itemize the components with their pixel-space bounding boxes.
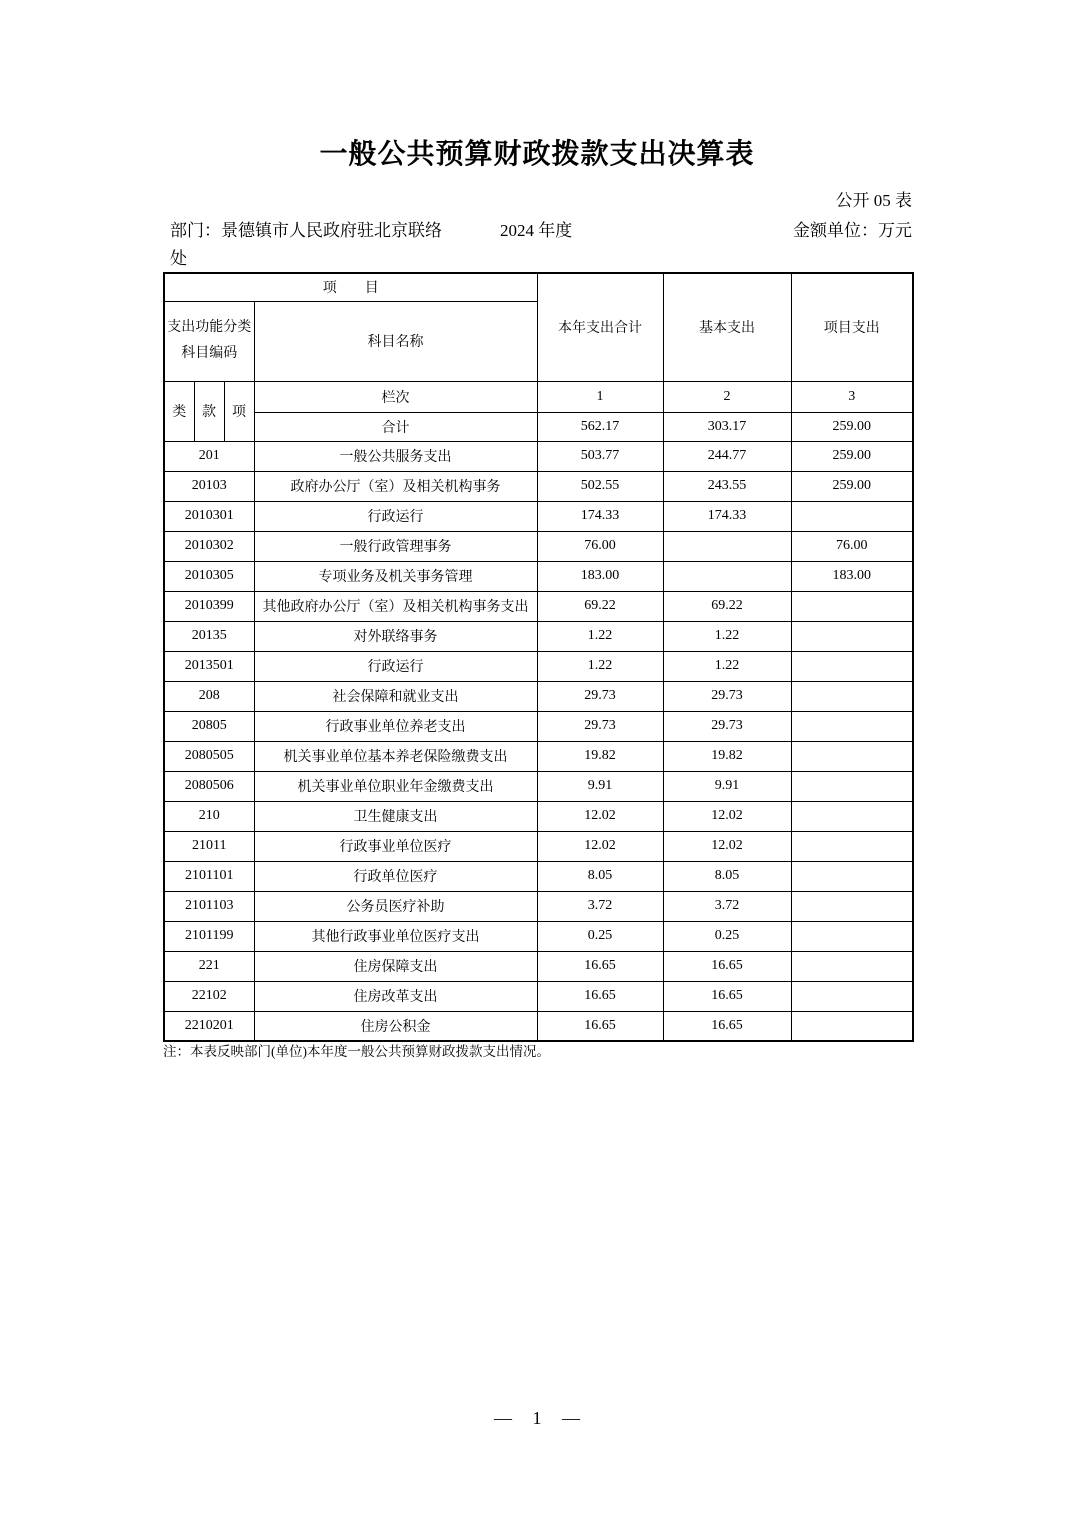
basic-expense-cell: 8.05 [663, 861, 791, 891]
year-total-cell: 76.00 [537, 531, 663, 561]
subject-name-cell: 卫生健康支出 [254, 801, 537, 831]
amount-unit-label: 金额单位：万元 [793, 221, 912, 240]
project-expense-cell [791, 591, 913, 621]
code-cell: 20103 [164, 471, 254, 501]
year-total-cell: 16.65 [537, 981, 663, 1011]
basic-expense-cell: 29.73 [663, 711, 791, 741]
table-row [164, 951, 913, 981]
subject-name-cell: 一般行政管理事务 [254, 531, 537, 561]
project-expense-cell [791, 741, 913, 771]
year-total-cell: 3.72 [537, 891, 663, 921]
header-basic-cell: 基本支出 [663, 273, 791, 381]
func-code-line1: 支出功能分类 [167, 320, 252, 335]
total-row-label: 合计 [254, 412, 537, 441]
subject-name-cell: 其他政府办公厅（室）及相关机构事务支出 [254, 591, 537, 621]
year-total-cell: 502.55 [537, 471, 663, 501]
subject-name-cell: 行政事业单位养老支出 [254, 711, 537, 741]
func-code-line2: 科目编码 [181, 346, 238, 361]
project-expense-cell: 183.00 [791, 561, 913, 591]
table-row [164, 501, 913, 531]
subject-name-cell: 机关事业单位基本养老保险缴费支出 [254, 741, 537, 771]
year-total-cell: 16.65 [537, 951, 663, 981]
basic-expense-cell: 0.25 [663, 921, 791, 951]
table-row [164, 681, 913, 711]
project-expense-cell [791, 501, 913, 531]
lanci-cell: 栏次 [254, 381, 537, 412]
basic-expense-cell [663, 561, 791, 591]
year-total-cell: 503.77 [537, 441, 663, 471]
code-cell: 2101101 [164, 861, 254, 891]
year-total-cell: 8.05 [537, 861, 663, 891]
code-cell: 20135 [164, 621, 254, 651]
year-total-cell: 183.00 [537, 561, 663, 591]
table-row [164, 1011, 913, 1041]
table-row [164, 921, 913, 951]
project-expense-cell: 259.00 [791, 441, 913, 471]
table-row [164, 471, 913, 501]
basic-expense-cell: 1.22 [663, 621, 791, 651]
subject-name-cell: 其他行政事业单位医疗支出 [254, 921, 537, 951]
project-expense-cell [791, 891, 913, 921]
table-row [164, 891, 913, 921]
basic-expense-cell: 244.77 [663, 441, 791, 471]
subject-name-cell: 行政事业单位医疗 [254, 831, 537, 861]
table-row [164, 621, 913, 651]
code-cell: 2010399 [164, 591, 254, 621]
year-total-cell: 12.02 [537, 801, 663, 831]
code-cell: 2210201 [164, 1011, 254, 1041]
subject-name-cell: 行政运行 [254, 651, 537, 681]
code-cell: 20805 [164, 711, 254, 741]
code-cell: 21011 [164, 831, 254, 861]
total-year-total-cell: 562.17 [537, 412, 663, 441]
basic-expense-cell: 16.65 [663, 981, 791, 1011]
total-basic-cell: 303.17 [663, 412, 791, 441]
basic-expense-cell: 1.22 [663, 651, 791, 681]
table-row [164, 561, 913, 591]
header-subject-name-cell: 科目名称 [254, 301, 537, 381]
year-total-cell: 1.22 [537, 651, 663, 681]
year-total-cell: 16.65 [537, 1011, 663, 1041]
header-year-total-cell: 本年支出合计 [537, 273, 663, 381]
code-cell: 201 [164, 441, 254, 471]
table-row [164, 831, 913, 861]
basic-expense-cell [663, 531, 791, 561]
year-total-cell: 12.02 [537, 831, 663, 861]
project-expense-cell [791, 681, 913, 711]
col-number-2: 2 [663, 381, 791, 412]
subject-name-cell: 行政单位医疗 [254, 861, 537, 891]
basic-expense-cell: 12.02 [663, 801, 791, 831]
project-expense-cell [791, 861, 913, 891]
table-row [164, 651, 913, 681]
basic-expense-cell: 16.65 [663, 1011, 791, 1041]
subheader-section-cell: 款 [194, 381, 224, 441]
code-cell: 2101103 [164, 891, 254, 921]
code-cell: 2080506 [164, 771, 254, 801]
subject-name-cell: 行政运行 [254, 501, 537, 531]
basic-expense-cell: 9.91 [663, 771, 791, 801]
code-cell: 2013501 [164, 651, 254, 681]
table-row [164, 981, 913, 1011]
col-number-3: 3 [791, 381, 913, 412]
project-expense-cell [791, 651, 913, 681]
subject-name-cell: 住房改革支出 [254, 981, 537, 1011]
header-project-expense-cell: 项目支出 [791, 273, 913, 381]
department-field [170, 217, 442, 273]
project-expense-cell [791, 921, 913, 951]
fiscal-year-label: 2024 年度 [500, 221, 573, 240]
table-row [164, 591, 913, 621]
year-total-cell: 0.25 [537, 921, 663, 951]
basic-expense-cell: 3.72 [663, 891, 791, 921]
project-expense-cell: 259.00 [791, 471, 913, 501]
table-row [164, 741, 913, 771]
table-row [164, 441, 913, 471]
doc-code-label: 公开 05 表 [835, 191, 912, 210]
subject-name-cell: 公务员医疗补助 [254, 891, 537, 921]
basic-expense-cell: 29.73 [663, 681, 791, 711]
project-expense-cell [791, 951, 913, 981]
year-total-cell: 9.91 [537, 771, 663, 801]
year-total-cell: 29.73 [537, 681, 663, 711]
basic-expense-cell: 174.33 [663, 501, 791, 531]
page-number: — 1 — [494, 1408, 580, 1428]
subheader-item-cell: 项 [224, 381, 254, 441]
code-cell: 210 [164, 801, 254, 831]
page-title: 一般公共预算财政拨款支出决算表 [319, 138, 755, 169]
table-header [164, 273, 913, 441]
subject-name-cell: 政府办公厅（室）及相关机构事务 [254, 471, 537, 501]
department-name: 景德镇市人民政府驻北京联络处 [170, 221, 442, 268]
budget-table [163, 272, 914, 1042]
subject-name-cell: 一般公共服务支出 [254, 441, 537, 471]
table-row [164, 861, 913, 891]
project-expense-cell [791, 621, 913, 651]
department-label: 部门： [170, 221, 221, 240]
year-total-cell: 19.82 [537, 741, 663, 771]
basic-expense-cell: 16.65 [663, 951, 791, 981]
col-number-1: 1 [537, 381, 663, 412]
year-total-cell: 69.22 [537, 591, 663, 621]
subject-name-cell: 社会保障和就业支出 [254, 681, 537, 711]
header-func-code-cell [164, 301, 254, 381]
code-cell: 221 [164, 951, 254, 981]
project-expense-cell [791, 771, 913, 801]
total-project-cell: 259.00 [791, 412, 913, 441]
code-cell: 2101199 [164, 921, 254, 951]
subheader-class-cell: 类 [164, 381, 194, 441]
header-project-cell: 项 目 [164, 273, 537, 301]
code-cell: 208 [164, 681, 254, 711]
code-cell: 22102 [164, 981, 254, 1011]
subject-name-cell: 对外联络事务 [254, 621, 537, 651]
table-row [164, 531, 913, 561]
table-row [164, 801, 913, 831]
year-total-cell: 174.33 [537, 501, 663, 531]
project-expense-cell [791, 801, 913, 831]
code-cell: 2010301 [164, 501, 254, 531]
subject-name-cell: 住房公积金 [254, 1011, 537, 1041]
basic-expense-cell: 19.82 [663, 741, 791, 771]
year-total-cell: 29.73 [537, 711, 663, 741]
subject-name-cell: 专项业务及机关事务管理 [254, 561, 537, 591]
subject-name-cell: 机关事业单位职业年金缴费支出 [254, 771, 537, 801]
table-row [164, 771, 913, 801]
year-total-cell: 1.22 [537, 621, 663, 651]
project-expense-cell [791, 831, 913, 861]
table-body [164, 441, 913, 1041]
code-cell: 2080505 [164, 741, 254, 771]
project-expense-cell [791, 1011, 913, 1041]
code-cell: 2010302 [164, 531, 254, 561]
table-note: 注：本表反映部门(单位)本年度一般公共预算财政拨款支出情况。 [163, 1044, 550, 1059]
table-row [164, 711, 913, 741]
code-cell: 2010305 [164, 561, 254, 591]
basic-expense-cell: 12.02 [663, 831, 791, 861]
basic-expense-cell: 243.55 [663, 471, 791, 501]
project-expense-cell [791, 981, 913, 1011]
subject-name-cell: 住房保障支出 [254, 951, 537, 981]
basic-expense-cell: 69.22 [663, 591, 791, 621]
project-expense-cell: 76.00 [791, 531, 913, 561]
project-expense-cell [791, 711, 913, 741]
